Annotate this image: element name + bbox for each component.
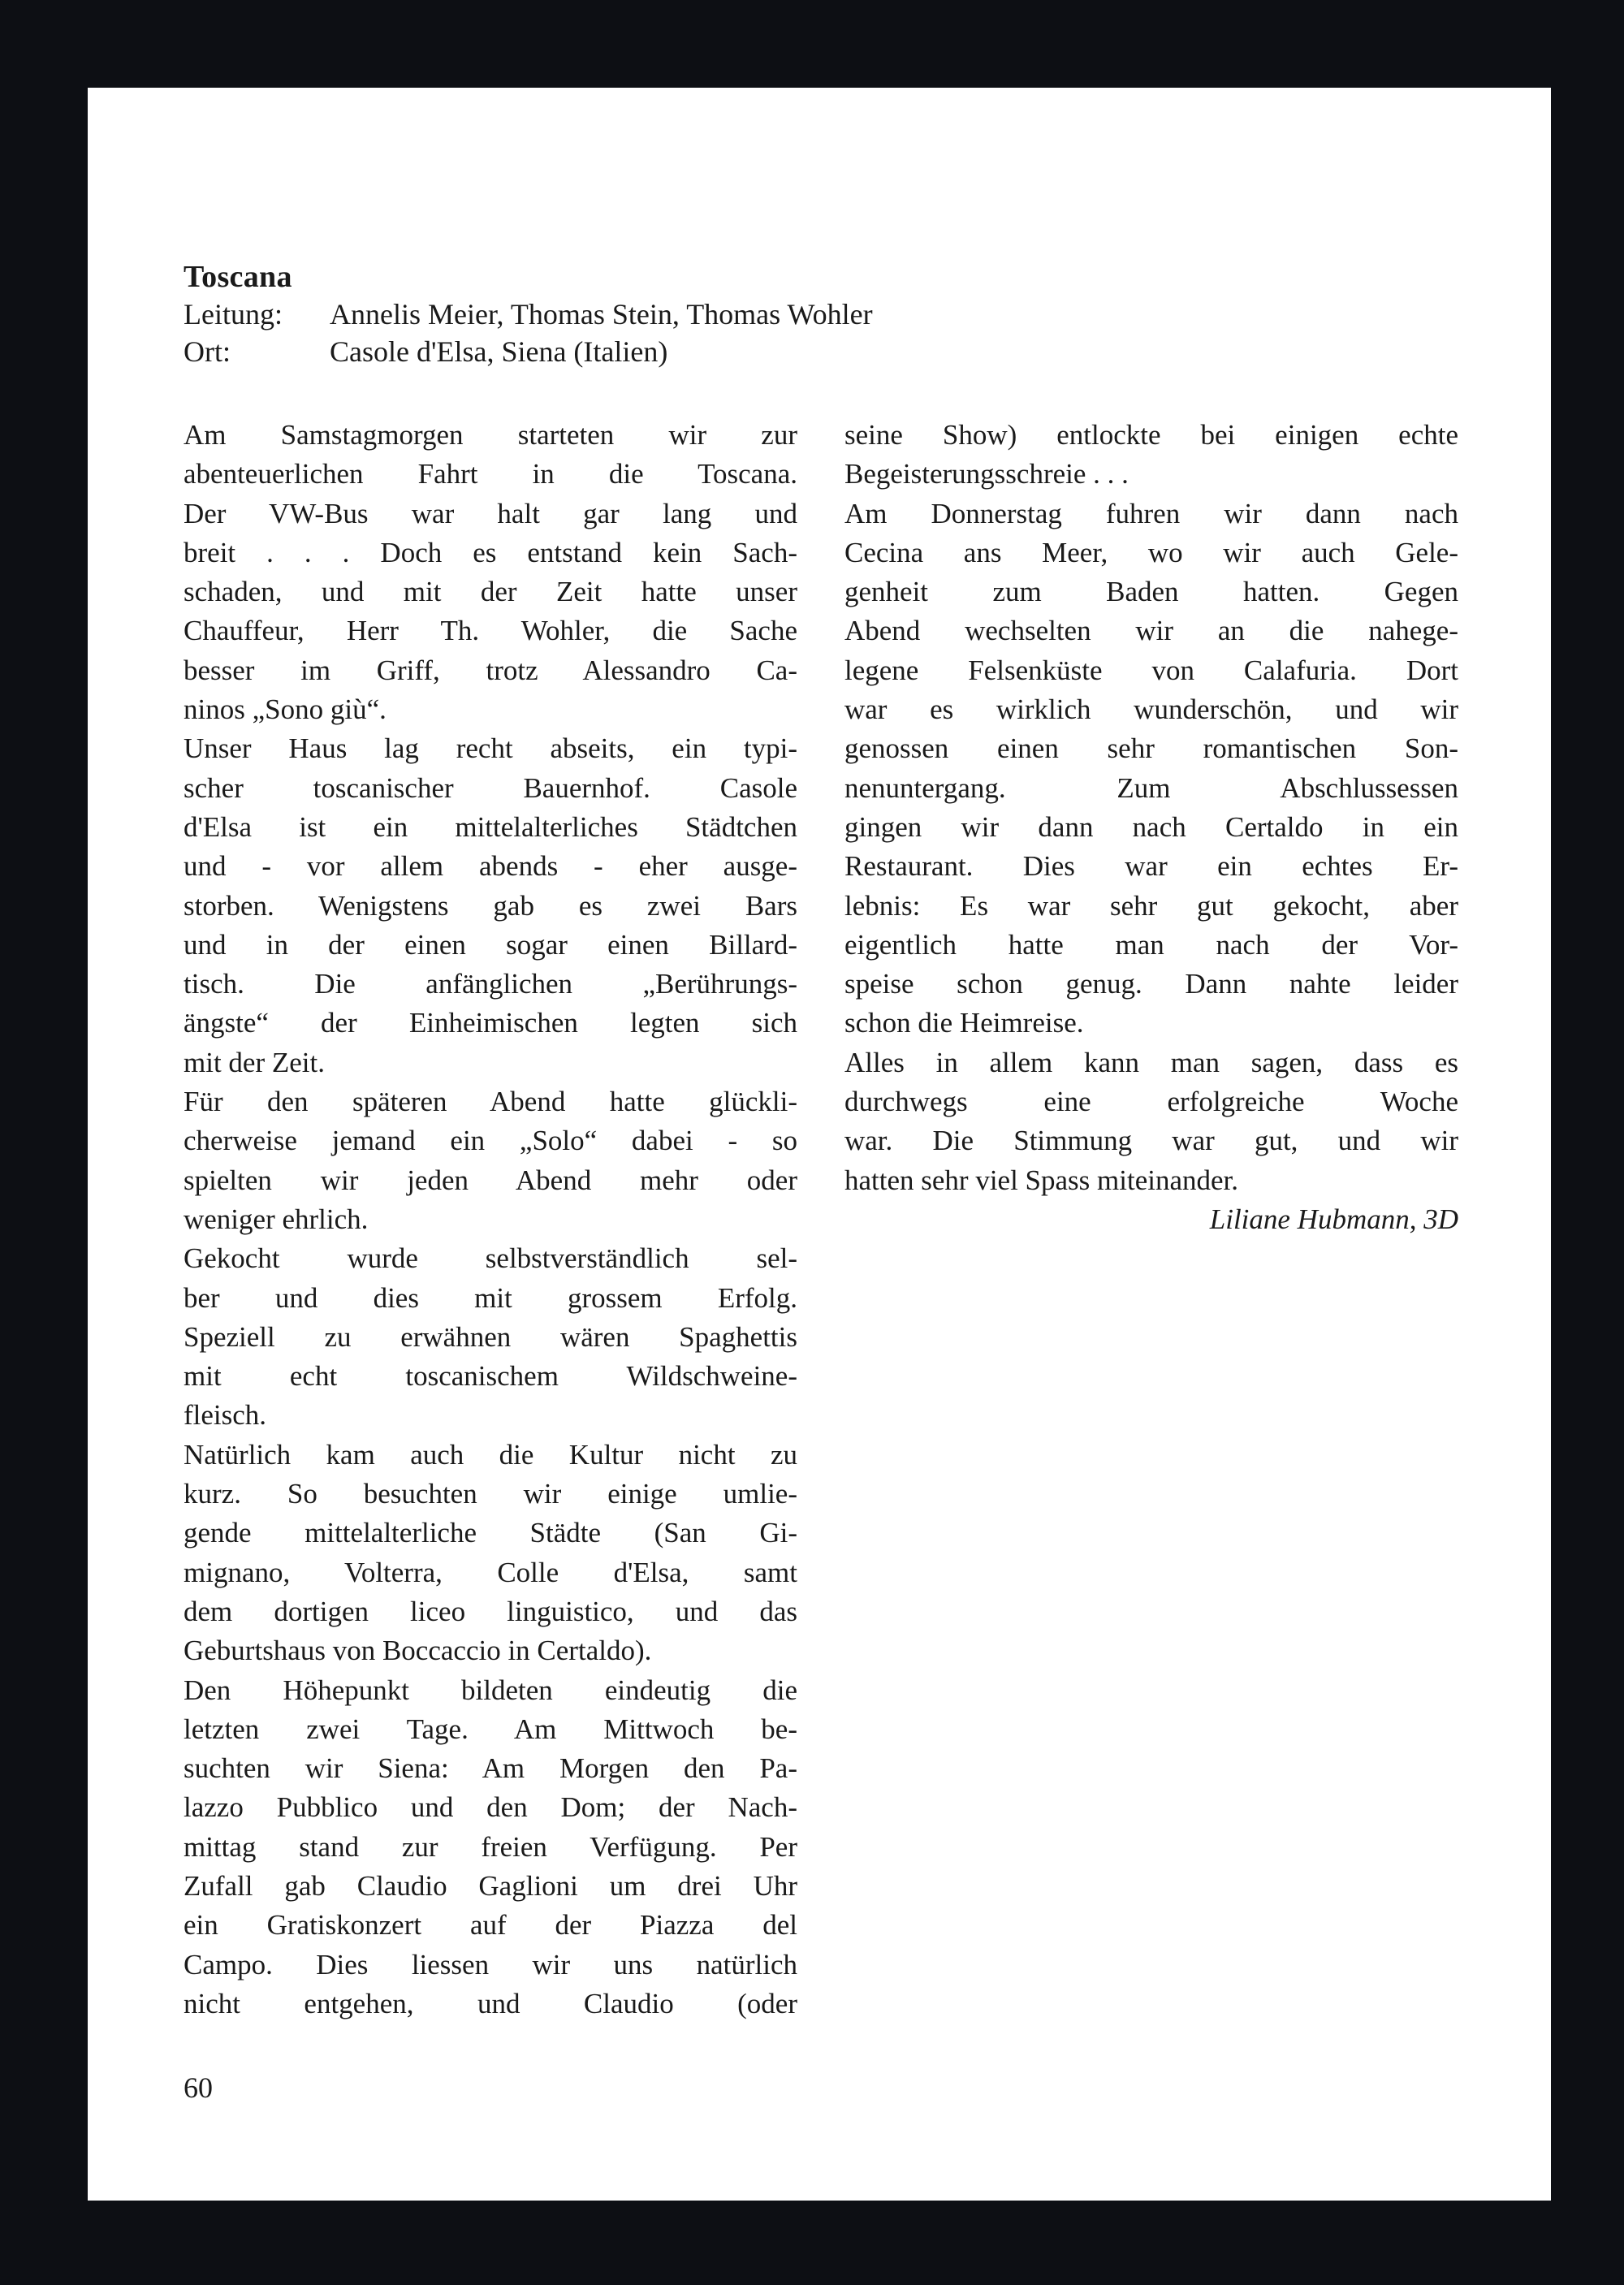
- text-line: Der VW-Bus war halt gar lang und: [184, 497, 797, 529]
- left-text-column: [184, 416, 797, 2024]
- text-line: cherweise jemand ein „Solo“ dabei - so: [184, 1125, 797, 1157]
- ort-value: Casole d'Elsa, Siena (Italien): [330, 335, 668, 368]
- text-line: seine Show) entlockte bei einigen echte: [844, 419, 1458, 451]
- ort-row: [184, 333, 1483, 370]
- document-page: [88, 88, 1551, 2201]
- text-line: ein Gratiskonzert auf der Piazza del: [184, 1909, 797, 1942]
- article-header: [184, 258, 1483, 370]
- text-line: gingen wir dann nach Certaldo in ein: [844, 810, 1458, 843]
- text-line: scher toscanischer Bauernhof. Casole: [184, 771, 797, 804]
- text-line: lebnis: Es war sehr gut gekocht, aber: [844, 889, 1458, 922]
- text-line: Am Samstagmorgen starteten wir zur: [184, 419, 797, 451]
- right-text-column: [844, 416, 1458, 1239]
- text-line: mit echt toscanischem Wildschweine-: [184, 1360, 797, 1393]
- text-line: nicht entgehen, und Claudio (oder: [184, 1987, 797, 2019]
- text-line: letzten zwei Tage. Am Mittwoch be-: [184, 1713, 797, 1745]
- text-line: tisch. Die anfänglichen „Berührungs-: [184, 968, 797, 1000]
- text-line: hatten sehr viel Spass miteinander.: [844, 1164, 1239, 1196]
- text-line: eigentlich hatte man nach der Vor-: [844, 928, 1458, 961]
- text-line: speise schon genug. Dann nahte leider: [844, 968, 1458, 1000]
- leitung-label: Leitung:: [184, 298, 283, 330]
- ort-label: Ort:: [184, 335, 231, 368]
- text-line: Chauffeur, Herr Th. Wohler, die Sache: [184, 615, 797, 647]
- text-line: genossen einen sehr romantischen Son-: [844, 732, 1458, 765]
- text-line: abenteuerlichen Fahrt in die Toscana.: [184, 458, 797, 490]
- text-line: ber und dies mit grossem Erfolg.: [184, 1281, 797, 1314]
- text-line: nenuntergang. Zum Abschlussessen: [844, 771, 1458, 804]
- leitung-row: [184, 296, 1483, 333]
- text-line: durchwegs eine erfolgreiche Woche: [844, 1086, 1458, 1118]
- text-line: Alles in allem kann man sagen, dass es: [844, 1046, 1458, 1078]
- text-line: war. Die Stimmung war gut, und wir: [844, 1125, 1458, 1157]
- text-line: Den Höhepunkt bildeten eindeutig die: [184, 1674, 797, 1706]
- text-line: besser im Griff, trotz Alessandro Ca-: [184, 654, 797, 686]
- page-number: 60: [184, 2071, 213, 2104]
- text-line: breit . . . Doch es entstand kein Sach-: [184, 536, 797, 568]
- text-line: lazzo Pubblico und den Dom; der Nach-: [184, 1791, 797, 1824]
- text-line: gende mittelalterliche Städte (San Gi-: [184, 1517, 797, 1549]
- text-line: Zufall gab Claudio Gaglioni um drei Uhr: [184, 1869, 797, 1902]
- text-line: mit der Zeit.: [184, 1046, 325, 1078]
- text-line: Unser Haus lag recht abseits, ein typi-: [184, 732, 797, 765]
- text-line: d'Elsa ist ein mittelalterliches Städtchen: [184, 810, 797, 843]
- text-line: mittag stand zur freien Verfügung. Per: [184, 1830, 797, 1863]
- text-line: und - vor allem abends - eher ausge-: [184, 850, 797, 883]
- article-title: Toscana: [184, 260, 292, 294]
- text-line: Cecina ans Meer, wo wir auch Gele-: [844, 536, 1458, 568]
- text-line: Speziell zu erwähnen wären Spaghettis: [184, 1320, 797, 1353]
- text-line: Restaurant. Dies war ein echtes Er-: [844, 850, 1458, 883]
- text-line: Geburtshaus von Boccaccio in Certaldo).: [184, 1635, 652, 1667]
- text-line: Für den späteren Abend hatte glückli-: [184, 1086, 797, 1118]
- text-line: weniger ehrlich.: [184, 1203, 369, 1235]
- text-line: genheit zum Baden hatten. Gegen: [844, 576, 1458, 608]
- text-line: schaden, und mit der Zeit hatte unser: [184, 576, 797, 608]
- text-line: suchten wir Siena: Am Morgen den Pa-: [184, 1752, 797, 1785]
- text-line: dem dortigen liceo linguistico, und das: [184, 1595, 797, 1627]
- text-line: spielten wir jeden Abend mehr oder: [184, 1164, 797, 1196]
- text-line: schon die Heimreise.: [844, 1007, 1084, 1039]
- text-line: kurz. So besuchten wir einige umlie-: [184, 1478, 797, 1510]
- text-line: ängste“ der Einheimischen legten sich: [184, 1007, 797, 1039]
- text-line: Natürlich kam auch die Kultur nicht zu: [184, 1438, 797, 1471]
- text-line: mignano, Volterra, Colle d'Elsa, samt: [184, 1556, 797, 1588]
- text-line: Campo. Dies liessen wir uns natürlich: [184, 1948, 797, 1980]
- text-line: Abend wechselten wir an die nahege-: [844, 615, 1458, 647]
- text-line: Am Donnerstag fuhren wir dann nach: [844, 497, 1458, 529]
- text-line: war es wirklich wunderschön, und wir: [844, 693, 1458, 726]
- leitung-value: Annelis Meier, Thomas Stein, Thomas Wohler: [330, 298, 873, 330]
- author-signature: Liliane Hubmann, 3D: [1209, 1203, 1458, 1235]
- text-line: Begeisterungsschreie . . .: [844, 458, 1129, 490]
- text-line: legene Felsenküste von Calafuria. Dort: [844, 654, 1458, 686]
- text-line: ninos „Sono giù“.: [184, 693, 387, 726]
- text-line: storben. Wenigstens gab es zwei Bars: [184, 889, 797, 922]
- text-line: fleisch.: [184, 1399, 267, 1432]
- text-line: und in der einen sogar einen Billard-: [184, 928, 797, 961]
- text-line: Gekocht wurde selbstverständlich sel-: [184, 1242, 797, 1275]
